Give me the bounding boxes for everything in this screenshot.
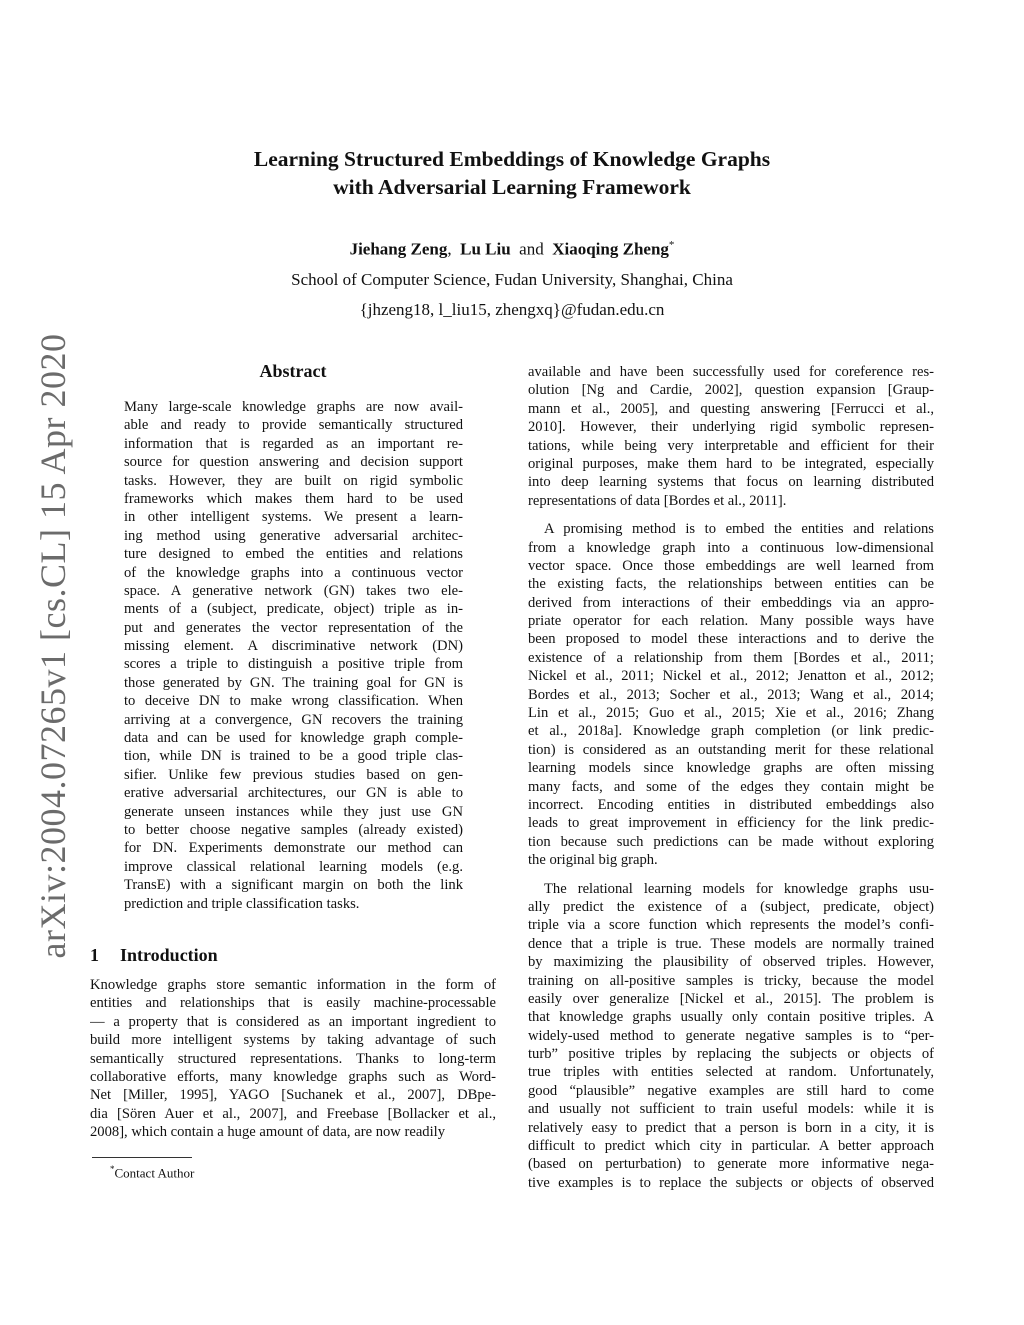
- text-line: easily over generalize [Nickel et al., 2015]. The problem is: [528, 990, 934, 1007]
- text-line: relatively easy to predict that a person is born in a city, it is: [528, 1119, 934, 1136]
- right-column-body: [528, 363, 934, 1192]
- section-title: Introduction: [120, 945, 218, 965]
- author-block: [140, 230, 884, 325]
- text-line: tasks. However, they are built on rigid symbolic: [124, 472, 463, 489]
- text-line: ture designed to embed the entities and relations: [124, 546, 463, 563]
- text-line: erative adversarial architectures, our GN is able to: [124, 785, 463, 802]
- paper-title: [140, 145, 884, 201]
- text-line: entities and relationships that is easily machine-processable: [90, 995, 496, 1012]
- arxiv-identifier: arXiv:2004.07265v1 [cs.CL] 15 Apr 2020: [33, 333, 73, 959]
- text-line: able and ready to provide semantically structured: [124, 417, 463, 434]
- text-line: and usually not sufficient to train useful models: while it is: [528, 1101, 934, 1118]
- text-line: TransE) with a significant margin on both the link: [124, 877, 463, 894]
- text-line: difficult to predict which city in particular. A better approach: [528, 1138, 934, 1155]
- section-number: 1: [90, 945, 99, 965]
- text-line: The relational learning models for knowledge graphs usu-: [544, 880, 934, 897]
- text-line: A promising method is to embed the entities and relations: [544, 521, 934, 538]
- text-line: Knowledge graphs store semantic information in the form of: [90, 977, 496, 993]
- text-line: Lin et al., 2015; Guo et al., 2015; Xie et al., 2016; Zhang: [528, 705, 934, 722]
- text-line: improve classical relational learning models (e.g.: [124, 858, 463, 875]
- text-line: the existing facts, the relationships between entities can be: [528, 576, 934, 593]
- text-line: — a property that is considered as an important ingredient to: [90, 1013, 496, 1030]
- author-1: Jiehang Zeng: [349, 239, 448, 259]
- text-line: to deceive DN to make wrong classification. When: [124, 693, 463, 710]
- text-line: olution [Ng and Cardie, 2002], question expansion [Graup-: [528, 382, 934, 399]
- text-line: ments of a (subject, predicate, object) triple as in-: [124, 601, 463, 618]
- text-line: tion) is considered as an outstanding merit for these relational: [528, 741, 934, 758]
- text-line: 2008], which contain a huge amount of data, are now readily: [90, 1124, 445, 1141]
- author-3: Xiaoqing Zheng: [552, 239, 669, 259]
- text-line: the original big graph.: [528, 852, 658, 869]
- text-line: existence of a relationship from them [Bordes et al., 2011;: [528, 649, 934, 666]
- text-line: Net [Miller, 1995], YAGO [Suchanek et al., 2007], DBpe-: [90, 1087, 496, 1104]
- footnote-mark: *: [110, 1164, 115, 1174]
- text-line: build more intelligent systems by taking advantage of such: [90, 1032, 496, 1049]
- text-line: from a knowledge graph into a continuous low-dimensional: [528, 539, 934, 556]
- text-line: scores a triple to distinguish a positive triple from: [124, 656, 463, 673]
- paragraph-gap: [528, 510, 934, 520]
- text-line: missing element. A discriminative network (DN): [124, 638, 463, 655]
- text-line: put and generates the vector representation of the: [124, 619, 463, 636]
- text-line: incorrect. Encoding entities in distributed embeddings also: [528, 796, 934, 813]
- text-line: dia [Sören Auer et al., 2007], and Freebase [Bollacker et al.,: [90, 1105, 496, 1122]
- text-line: those generated by GN. The training goal for GN is: [124, 674, 463, 691]
- text-line: 2010]. However, their underlying rigid symbolic represen-: [528, 419, 934, 436]
- text-line: Nickel et al., 2011; Nickel et al., 2012; Jenatton et al., 2012;: [528, 668, 934, 685]
- text-line: of the knowledge graphs into a continuous vector: [124, 564, 463, 581]
- text-line: et al., 2018a]. Knowledge graph completion (or link predic-: [528, 723, 934, 740]
- footnote: [110, 1161, 194, 1181]
- paragraph-gap: [528, 870, 934, 880]
- abstract-body: [124, 398, 463, 913]
- text-line: good “plausible” negative examples are still hard to come: [528, 1082, 934, 1099]
- contact-author-mark: *: [668, 239, 675, 251]
- text-line: vector space. Once those embeddings are well learned from: [528, 557, 934, 574]
- text-line: space. A generative network (GN) takes two ele-: [124, 582, 463, 599]
- text-line: mann et al., 2005], and questing answering [Ferrucci et al.,: [528, 400, 934, 417]
- text-line: data and can be used for knowledge graph comple-: [124, 730, 463, 747]
- text-line: representations of data [Bordes et al., 2011].: [528, 492, 787, 509]
- text-line: arriving at a convergence, GN recovers the training: [124, 711, 463, 728]
- text-line: turb” positive triples by replacing the subjects or objects of: [528, 1046, 934, 1063]
- text-line: generate unseen instances while they just use GN: [124, 803, 463, 820]
- author-separator: ,: [447, 239, 452, 259]
- abstract-heading: Abstract: [259, 361, 327, 381]
- text-line: true triples with entities selected at random. Unfortunately,: [528, 1064, 934, 1081]
- text-line: Bordes et al., 2013; Socher et al., 2013; Wang et al., 2014;: [528, 686, 934, 703]
- text-line: to better choose negative samples (already existed): [124, 821, 463, 838]
- author-names: [140, 230, 884, 265]
- text-line: Many large-scale knowledge graphs are now avail-: [124, 399, 463, 415]
- text-line: widely-used method to generate negative samples is to “per-: [528, 1027, 934, 1044]
- text-line: by maximizing the plausibility of observed triples. However,: [528, 954, 934, 971]
- title-line-1: Learning Structured Embeddings of Knowledge Graphs: [253, 147, 771, 171]
- text-line: in other intelligent systems. We present a learn-: [124, 509, 463, 526]
- author-emails: {jhzeng18, l_liu15, zhengxq}@fudan.edu.cn: [359, 299, 665, 319]
- text-line: available and have been successfully used for coreference res-: [528, 364, 934, 380]
- text-line: derived from interactions of their embeddings via an appro-: [528, 594, 934, 611]
- text-line: semantically structured representations. Thanks to long-term: [90, 1050, 496, 1067]
- text-line: collaborative efforts, many knowledge graphs such as Word-: [90, 1068, 496, 1085]
- footnote-divider: [92, 1157, 192, 1158]
- footnote-text: Contact Author: [114, 1165, 195, 1181]
- text-line: sifier. Unlike few previous studies based on gen-: [124, 766, 463, 783]
- text-line: source for question answering and decision support: [124, 454, 463, 471]
- text-line: ing method using generative adversarial architec-: [124, 527, 463, 544]
- text-line: into deep learning systems that focus on learning distributed: [528, 474, 934, 491]
- text-line: triple via a score function which represents the model’s confi-: [528, 917, 934, 934]
- text-line: learning models since knowledge graphs are often missing: [528, 760, 934, 777]
- text-line: prediction and triple classification tasks.: [124, 895, 360, 912]
- text-line: information that is regarded as an important re-: [124, 435, 463, 452]
- author-2: Lu Liu: [460, 239, 511, 259]
- text-line: that knowledge graphs usually only contain positive triples. A: [528, 1009, 934, 1026]
- text-line: training on all-positive samples is tricky, because the model: [528, 972, 934, 989]
- title-line-2: with Adversarial Learning Framework: [333, 175, 691, 199]
- text-line: for DN. Experiments demonstrate our method can: [124, 840, 463, 857]
- text-line: tion because such predictions can be made without exploring: [528, 833, 934, 850]
- text-line: tive examples is to replace the subjects or objects of observed: [528, 1174, 934, 1191]
- text-line: frameworks which makes them hard to be used: [124, 490, 463, 507]
- introduction-body: [90, 976, 496, 1142]
- text-line: priate operator for each relation. Many possible ways have: [528, 613, 934, 630]
- text-line: many facts, and some of the edges they contain might be: [528, 778, 934, 795]
- text-line: leads to great improvement in efficiency for the link predic-: [528, 815, 934, 832]
- text-line: original purposes, make them hard to be integrated, especially: [528, 455, 934, 472]
- author-conjunction: and: [519, 239, 544, 259]
- text-line: tations, while being very interpretable and efficient for their: [528, 437, 934, 454]
- affiliation: School of Computer Science, Fudan University, Shanghai, China: [291, 269, 733, 289]
- text-line: ally predict the existence of a (subject, predicate, object): [528, 898, 934, 915]
- introduction-heading: [90, 945, 218, 966]
- text-line: been proposed to model these interactions and to derive the: [528, 631, 934, 648]
- text-line: tion, while DN is trained to be a good triple clas-: [124, 748, 463, 765]
- text-line: (based on perturbation) to generate more informative nega-: [528, 1156, 934, 1173]
- text-line: dence that a triple is true. These models are normally trained: [528, 935, 934, 952]
